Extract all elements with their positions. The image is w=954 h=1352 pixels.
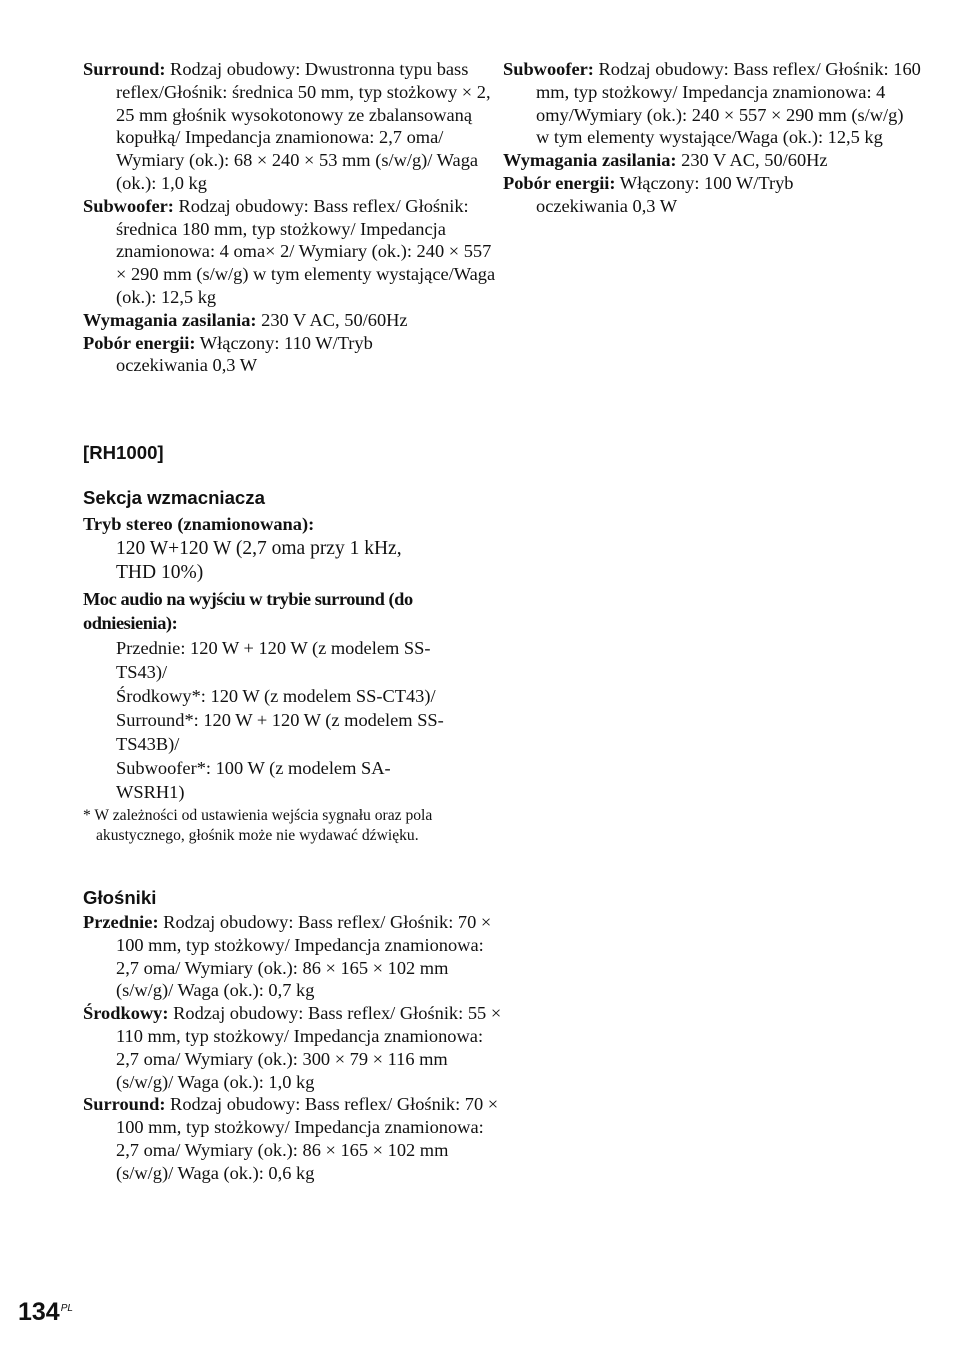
spec-power-supply [83, 309, 478, 332]
spec-label: Wymagania zasilania: [503, 150, 677, 171]
spec-surround-speaker [83, 1093, 504, 1184]
surround-line-front: Przednie: 120 W + 120 W (z modelem SS-TS43)/ [116, 637, 431, 682]
spec-label: Pobór energii: [83, 332, 196, 353]
spec-label: Surround: [83, 59, 166, 79]
spec-text: Włączony: 100 W/Tryb oczekiwania 0,3 W [536, 172, 794, 216]
spec-text: Rodzaj obudowy: Bass reflex/ Głośnik: 70 × 100 mm, typ stożkowy/ Impedancja znamionowa: 2,7 oma/ Wymiary (ok.): 86 × 165 × 102 mm (s/w/g)/ Waga (ok.): 0,6 kg [116, 1094, 499, 1183]
spec-text: Rodzaj obudowy: Bass reflex/ Głośnik: średnica 180 mm, typ stożkowy/ Impedancja znamionowa: 4 oma× 2/ Wymiary (ok.): 240 × 557 × 290 mm (s/w/g) w tym elementy wystające/Waga (ok.): 12,5 kg [116, 195, 496, 307]
spec-text: Rodzaj obudowy: Dwustronna typu bass reflex/Głośnik: średnica 50 mm, typ stożkowy × 2, 25 mm głośnik wysokotonowy ze zbalansowaną kopułką/ Impedancja znamionowa: 2,7 oma/ Wymiary (ok.): 68 × 240 × 53 mm (s/w/g)/ Waga (ok.): 1,0 kg [116, 59, 491, 193]
surround-line-subwoofer: Subwoofer*: 100 W (z modelem SA-WSRH1) [116, 757, 391, 802]
surround-line-surround: Surround*: 120 W + 120 W (z modelem SS-TS43B)/ [116, 709, 444, 754]
spec-surround [83, 58, 499, 195]
spec-label: Wymagania zasilania: [83, 309, 257, 330]
spec-label: Pobór energii: [503, 172, 616, 193]
spec-power-consumption [83, 332, 446, 378]
spec-text: 230 V AC, 50/60Hz [256, 309, 408, 330]
spec-subwoofer-right [503, 58, 921, 149]
spec-subwoofer [83, 195, 499, 309]
amp-section [83, 512, 478, 847]
spec-label: Surround: [83, 1094, 166, 1115]
stereo-value: 120 W+120 W (2,7 oma przy 1 kHz, THD 10%) [116, 537, 402, 583]
model-heading: [RH1000] [83, 442, 164, 463]
speakers-section-heading: Głośniki [83, 887, 157, 908]
spec-text: Rodzaj obudowy: Bass reflex/ Głośnik: 70 × 100 mm, typ stożkowy/ Impedancja znamionowa: 2,7 oma/ Wymiary (ok.): 86 × 165 × 102 mm (s/w/g)/ Waga (ok.): 0,7 kg [116, 912, 492, 1001]
spec-text: Włączony: 110 W/Tryb oczekiwania 0,3 W [116, 332, 373, 376]
surround-output-label: Moc audio na wyjściu w trybie surround (do odniesienia): [83, 588, 413, 633]
spec-power-supply-right [503, 149, 903, 172]
spec-label: Subwoofer: [83, 195, 174, 216]
spec-label: Przednie: [83, 912, 159, 932]
spec-text: Rodzaj obudowy: Bass reflex/ Głośnik: 160 mm, typ stożkowy/ Impedancja znamionowa: 4 omy/Wymiary (ok.): 240 × 557 × 290 mm (s/w/g) w tym elementy wystające/Waga (ok.): 12,5 kg [536, 59, 921, 148]
page-language-code: PL [60, 1302, 73, 1314]
spec-power-consumption-right [503, 172, 866, 218]
page-number-value: 134 [18, 1298, 60, 1326]
speakers-section [83, 911, 502, 1185]
spec-text: 230 V AC, 50/60Hz [676, 150, 828, 171]
spec-label: Subwoofer: [503, 59, 594, 79]
right-column [503, 58, 921, 218]
surround-line-center: Środkowy*: 120 W (z modelem SS-CT43)/ [116, 685, 436, 706]
footnote: * W zależności od ustawienia wejścia sygnału oraz pola akustycznego, głośnik może nie wydawać dźwięku. [83, 806, 433, 844]
spec-text: Rodzaj obudowy: Bass reflex/ Głośnik: 55 × 110 mm, typ stożkowy/ Impedancja znamionowa: 2,7 oma/ Wymiary (ok.): 300 × 79 × 116 mm (s/w/g)/ Waga (ok.): 1,0 kg [116, 1003, 502, 1092]
spec-center [83, 1002, 504, 1093]
left-top-specs [83, 58, 496, 377]
amp-section-heading: Sekcja wzmacniacza [83, 487, 265, 508]
spec-label: Środkowy: [83, 1003, 169, 1024]
page-number [18, 1298, 73, 1327]
stereo-label: Tryb stereo (znamionowana): [83, 514, 315, 534]
spec-front [83, 911, 504, 1002]
